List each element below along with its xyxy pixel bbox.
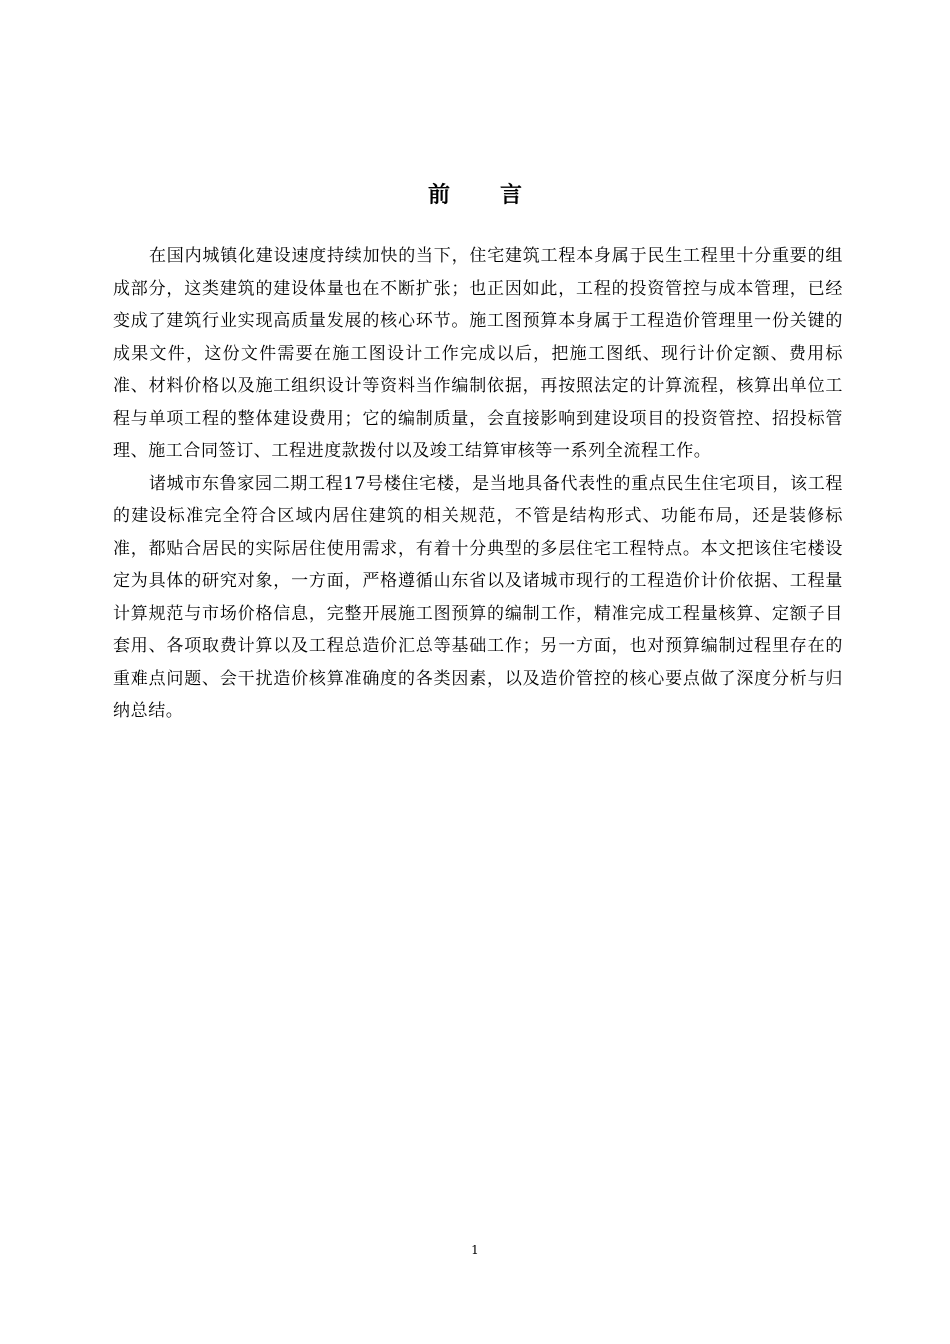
page-number: 1 <box>471 1243 479 1257</box>
paragraph-1: 在国内城镇化建设速度持续加快的当下，住宅建筑工程本身属于民生工程里十分重要的组成部分，这类建筑的建设体量也在不断扩张；也正因如此，工程的投资管控与成本管理，已经变成了建筑行业实现高质量发展的核心环节。施工图预算本身属于工程造价管理里一份关键的成果文件，这份文件需要在施工图设计工作完成以后，把施工图纸、现行计价定额、费用标准、材料价格以及施工组织设计等资料当作编制依据，再按照法定的计算流程，核算出单位工程与单项工程的整体建设费用；它的编制质量，会直接影响到建设项目的投资管控、招投标管理、施工合同签订、工程进度款拨付以及竣工结算审核等一系列全流程工作。 <box>113 246 843 461</box>
document-body <box>113 240 843 728</box>
paragraph-2: 诸城市东鲁家园二期工程17号楼住宅楼，是当地具备代表性的重点民生住宅项目，该工程的建设标准完全符合区域内居住建筑的相关规范，不管是结构形式、功能布局，还是装修标准，都贴合居民的实际居住使用需求，有着十分典型的多层住宅工程特点。本文把该住宅楼设定为具体的研究对象，一方面，严格遵循山东省以及诸城市现行的工程造价计价依据、工程量计算规范与市场价格信息，完整开展施工图预算的编制工作，精准完成工程量核算、定额子目套用、各项取费计算以及工程总造价汇总等基础工作；另一方面，也对预算编制过程里存在的重难点问题、会干扰造价核算准确度的各类因素，以及造价管控的核心要点做了深度分析与归纳总结。 <box>113 473 843 721</box>
page-title: 前言 <box>427 182 572 208</box>
